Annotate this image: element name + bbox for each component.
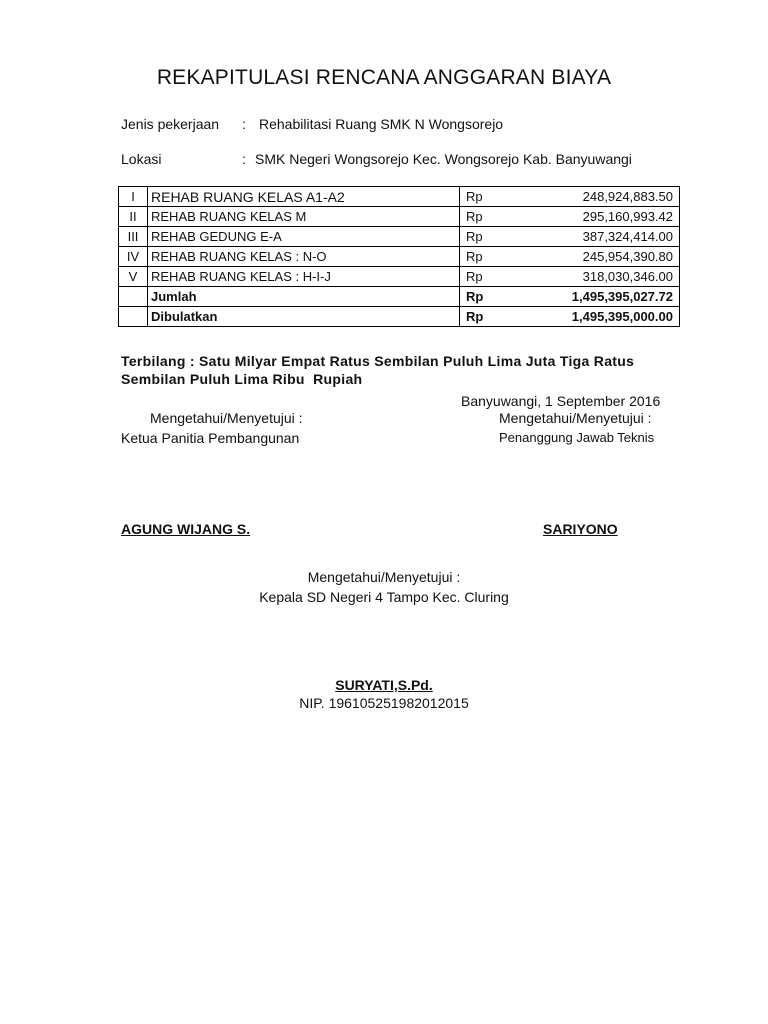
row-amount: 318,030,346.00 [497,267,680,287]
row-number: V [119,267,148,287]
total-amount: 1,495,395,027.72 [497,287,680,307]
rounded-label: Dibulatkan [148,307,460,327]
table-row [119,247,680,267]
row-number: III [119,227,148,247]
rounded-currency: Rp [460,307,498,327]
row-currency: Rp [460,247,498,267]
rounded-row [119,307,680,327]
lokasi-label: Lokasi [121,151,162,167]
bottom-role: Kepala SD Negeri 4 Tampo Kec. Cluring [259,589,509,605]
terbilang-line-1: Terbilang : Satu Milyar Empat Ratus Sembilan Puluh Lima Juta Tiga Ratus [121,353,635,369]
left-signatory-name: AGUNG WIJANG S. [121,521,251,537]
terbilang-text [121,352,634,388]
row-number [119,287,148,307]
right-approval: Mengetahui/Menyetujui : [499,410,652,426]
left-approval: Mengetahui/Menyetujui : [150,410,303,426]
lokasi-value: SMK Negeri Wongsorejo Kec. Wongsorejo Kab. Banyuwangi [255,151,632,167]
place-date: Banyuwangi, 1 September 2016 [461,393,661,409]
row-item: REHAB RUANG KELAS A1-A2 [148,187,460,207]
budget-table [118,186,680,327]
bottom-signatory-name: SURYATI,S.Pd. [335,677,433,693]
right-role: Penanggung Jawab Teknis [499,430,655,445]
jenis-value: Rehabilitasi Ruang SMK N Wongsorejo [259,116,504,132]
bottom-nip: NIP. 196105251982012015 [299,695,469,711]
row-currency: Rp [460,187,498,207]
table-row [119,227,680,247]
row-currency: Rp [460,227,498,247]
bottom-name-wrap [0,677,768,693]
bottom-approval: Mengetahui/Menyetujui : [307,569,461,585]
left-role: Ketua Panitia Pembangunan [121,430,300,446]
row-item: REHAB RUANG KELAS : N-O [148,247,460,267]
document-title: REKAPITULASI RENCANA ANGGARAN BIAYA [156,66,612,89]
total-currency: Rp [460,287,498,307]
row-amount: 387,324,414.00 [497,227,680,247]
row-amount: 248,924,883.50 [497,187,680,207]
table-row [119,207,680,227]
jenis-separator: : [242,116,246,132]
rounded-amount: 1,495,395,000.00 [497,307,680,327]
table-row [119,267,680,287]
total-label: Jumlah [148,287,460,307]
total-row [119,287,680,307]
terbilang-line-2: Sembilan Puluh Lima Ribu Rupiah [121,371,363,387]
row-item: REHAB RUANG KELAS : H-I-J [148,267,460,287]
row-item: REHAB GEDUNG E-A [148,227,460,247]
row-currency: Rp [460,207,498,227]
row-amount: 245,954,390.80 [497,247,680,267]
row-number [119,307,148,327]
row-amount: 295,160,993.42 [497,207,680,227]
row-number: IV [119,247,148,267]
row-currency: Rp [460,267,498,287]
jenis-label: Jenis pekerjaan [121,116,220,132]
lokasi-separator: : [242,151,246,167]
row-item: REHAB RUANG KELAS M [148,207,460,227]
right-signatory-name: SARIYONO [543,521,618,537]
table-row [119,187,680,207]
row-number: II [119,207,148,227]
row-number: I [119,187,148,207]
